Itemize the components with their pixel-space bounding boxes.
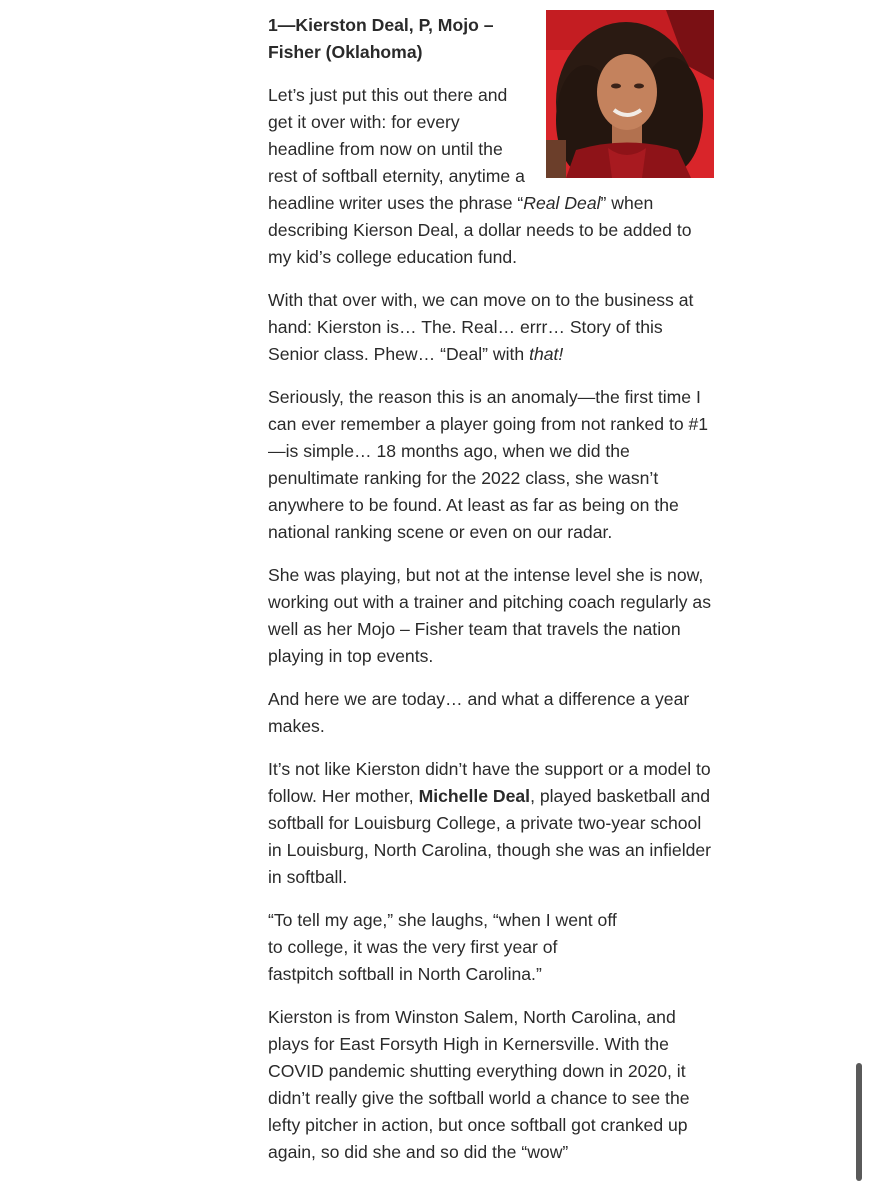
paragraph-2 <box>268 287 714 368</box>
paragraph-6-text: It’s not like Kierston didn’t have the support or a model to follow. Her mother, <box>268 759 711 806</box>
article-headline: 1—Kierston Deal, P, Mojo – Fisher (Oklahoma) <box>268 15 494 62</box>
player-portrait-image <box>546 10 714 178</box>
paragraph-2-text: With that over with, we can move on to the business at hand: Kierston is… The. Real… errr… Story of this Senior class. Phew… “Deal” with <box>268 290 694 364</box>
paragraph-3: Seriously, the reason this is an anomaly—the first time I can ever remember a player going from not ranked to #1—is simple… 18 months ago, when we did the penultimate ranking for the 2022 class, she wasn’t anywhere to be found. At least as far as being on the national ranking scene or even on our radar. <box>268 387 709 542</box>
paragraph-6 <box>268 756 714 891</box>
player-photo <box>546 10 714 178</box>
scrollbar-thumb[interactable] <box>856 1063 862 1181</box>
paragraph-1-emphasis: Real Deal <box>523 193 601 213</box>
block-quote: “To tell my age,” she laughs, “when I went off to college, it was the very first year of fastpitch softball in North Carolina.” <box>268 910 617 984</box>
paragraph-6-end: , played basketball and softball for Louisburg College, a private two-year school in Louisburg, North Carolina, though she was an infielder in softball. <box>268 786 712 887</box>
paragraph-1-end: ” when describing Kierson Deal, a dollar needs to be added to my kid’s college education fund. <box>268 193 692 267</box>
paragraph-6-bold-name: Michelle Deal <box>418 786 531 806</box>
paragraph-7: Kierston is from Winston Salem, North Carolina, and plays for East Forsyth High in Kernersville. With the COVID pandemic shutting everything down in 2020, it didn’t really give the softball world a chance to see the lefty pitcher in action, but once softball got cranked up again, so did she and so did the “wow” <box>268 1007 690 1162</box>
paragraph-4: She was playing, but not at the intense level she is now, working out with a trainer and pitching coach regularly as well as her Mojo – Fisher team that travels the nation playing in top events. <box>268 565 712 666</box>
paragraph-5: And here we are today… and what a difference a year makes. <box>268 689 690 736</box>
paragraph-1-text: Let’s just put this out there and get it over with: for every headline from now on until the rest of softball eternity, anytime a headline writer uses the phrase “ <box>268 85 525 213</box>
article <box>268 10 714 1182</box>
paragraph-2-emphasis: that! <box>529 344 564 364</box>
